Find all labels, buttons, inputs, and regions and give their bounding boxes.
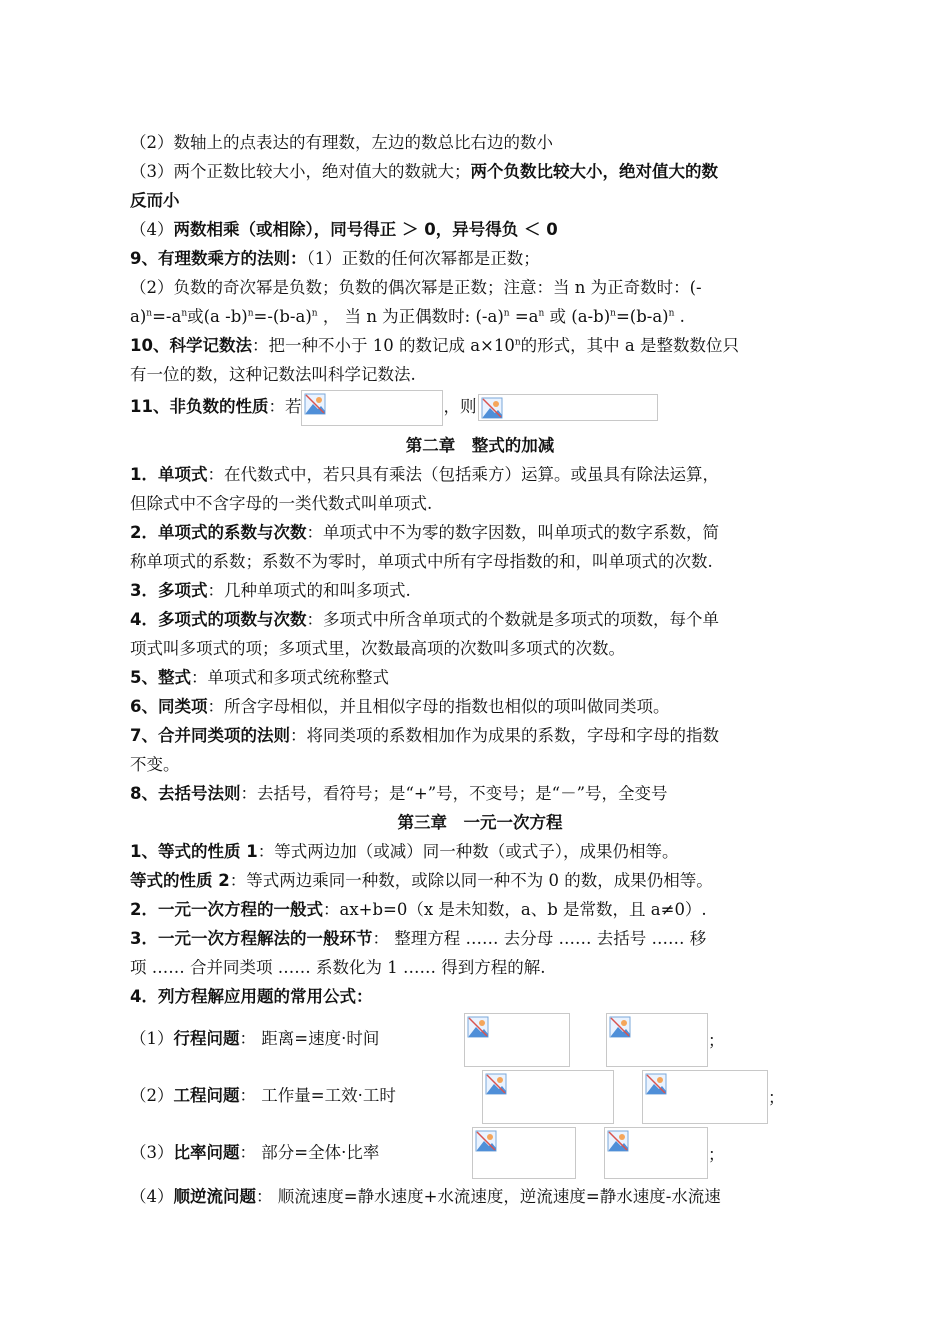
text-line xyxy=(130,605,830,634)
text: ：去括号，看符号；是“+”号，不变号；是“－”号，全变号 xyxy=(240,784,668,803)
bold-text: 两数相乘（或相除），同号得正 ＞ 0，异号得负 ＜ 0 xyxy=(173,220,558,239)
text-line xyxy=(130,924,830,953)
text-line xyxy=(130,157,830,186)
superscript: n xyxy=(538,308,545,319)
text: 但除式中不含字母的一类代数式叫单项式. xyxy=(130,494,433,513)
text: . xyxy=(674,307,685,326)
superscript: n xyxy=(146,308,153,319)
text-line xyxy=(130,576,830,605)
text: ， 当 n 为正偶数时: (-a) xyxy=(317,307,504,326)
text-line xyxy=(130,128,830,157)
text: （3）两个正数比较大小，绝对值大的数就大； xyxy=(130,162,471,181)
text: （2）负数的奇次幂是负数；负数的偶次幂是正数；注意：当 n 为正奇数时：(- xyxy=(130,278,702,297)
heading-text: 8、去括号法则 xyxy=(130,784,241,803)
document-page xyxy=(130,128,830,1211)
bold-text: 两个负数比较大小，绝对值大的数 xyxy=(470,162,718,181)
text-line xyxy=(130,837,830,866)
heading-text: 2．单项式的系数与次数 xyxy=(130,523,307,542)
text-line xyxy=(130,489,830,518)
formula-row-work xyxy=(130,1068,830,1125)
superscript: n xyxy=(181,308,188,319)
text: ，则 xyxy=(443,397,477,416)
heading-text: 等式的性质 2 xyxy=(130,871,230,890)
text: =-(b-a) xyxy=(253,307,312,326)
text-line xyxy=(130,663,830,692)
superscript: n xyxy=(668,308,675,319)
heading-text: 9、有理数乘方的法则： xyxy=(130,249,307,268)
text-line xyxy=(130,389,830,425)
broken-image-icon xyxy=(301,390,443,426)
text: ：若 xyxy=(268,397,302,416)
text-line xyxy=(130,866,830,895)
text-line xyxy=(130,360,830,389)
heading-text: 3．一元一次方程解法的一般环节 xyxy=(130,929,373,948)
text-line xyxy=(130,750,830,779)
text-line xyxy=(130,302,830,331)
text: ； xyxy=(708,1031,725,1050)
bold-text: 比率问题 xyxy=(173,1143,240,1162)
text-line xyxy=(130,518,830,547)
text: =-a xyxy=(152,307,182,326)
text: ； xyxy=(708,1145,725,1164)
formula-label xyxy=(130,1139,379,1163)
text: ：多项式中所含单项式的个数就是多项式的项数，每个单 xyxy=(306,610,719,629)
heading-text: 5、整式 xyxy=(130,668,191,687)
text: ：在代数式中，若只具有乘法（包括乘方）运算。或虽具有除法运算， xyxy=(207,465,719,484)
text-line xyxy=(130,244,830,273)
text-line xyxy=(130,547,830,576)
superscript: n xyxy=(514,337,521,348)
text: 有一位的数，这种记数法叫科学记数法. xyxy=(130,365,416,384)
text: =(b-a) xyxy=(615,307,669,326)
text: （3） xyxy=(130,1143,174,1162)
text: 不变。 xyxy=(130,755,180,774)
text-line xyxy=(130,186,830,215)
text: ： 部分=全体·比率 xyxy=(239,1143,380,1162)
text: （2）数轴上的点表达的有理数，左边的数总比右边的数小 xyxy=(130,133,553,152)
heading-text: 4．多项式的项数与次数 xyxy=(130,610,307,629)
text: ： 顺流速度=静水速度+水流速度，逆流速度=静水速度-水流速 xyxy=(256,1187,721,1206)
text: ： 距离=速度·时间 xyxy=(239,1029,380,1048)
text: 项式叫多项式的项；多项式里，次数最高项的次数叫多项式的次数。 xyxy=(130,639,625,658)
broken-image-icon xyxy=(478,394,658,421)
text-line xyxy=(130,331,830,360)
text: （1）正数的任何次幂都是正数； xyxy=(306,249,540,268)
text: 项 …… 合并同类项 …… 系数化为 1 …… 得到方程的解. xyxy=(130,958,546,977)
text-line xyxy=(130,634,830,663)
superscript: n xyxy=(503,308,510,319)
text: ：ax+b=0（x 是未知数，a、b 是常数，且 a≠0）. xyxy=(322,900,707,919)
superscript: n xyxy=(247,308,254,319)
text: ：单项式和多项式统称整式 xyxy=(190,668,389,687)
text: ：几种单项式的和叫多项式. xyxy=(207,581,411,600)
text-line xyxy=(130,692,830,721)
text: ：单项式中不为零的数字因数，叫单项式的数字系数，简 xyxy=(306,523,719,542)
broken-image-icon xyxy=(464,1013,570,1067)
heading-text: 4．列方程解应用题的常用公式： xyxy=(130,987,373,1006)
superscript: n xyxy=(311,308,318,319)
text-line xyxy=(130,1182,830,1211)
text-line xyxy=(130,721,830,750)
broken-image-icon xyxy=(606,1013,708,1067)
text: 称单项式的系数；系数不为零时，单项式中所有字母指数的和，叫单项式的次数. xyxy=(130,552,713,571)
text-line xyxy=(130,779,830,808)
text-line xyxy=(130,215,830,244)
text: 或(a -b) xyxy=(187,307,248,326)
text: （1） xyxy=(130,1029,174,1048)
bold-text: 工程问题 xyxy=(173,1086,240,1105)
broken-image-icon xyxy=(472,1127,576,1179)
heading-text: 6、同类项 xyxy=(130,697,208,716)
text: ： 工作量=工效·工时 xyxy=(239,1086,396,1105)
formula-label xyxy=(130,1082,396,1106)
text: ：把一种不小于 10 的数记成 a×10 xyxy=(251,336,515,355)
heading-text: 11、非负数的性质 xyxy=(130,397,269,416)
text: a) xyxy=(130,307,147,326)
text: （2） xyxy=(130,1086,174,1105)
heading-text: 10、科学记数法 xyxy=(130,336,252,355)
text: 的形式，其中 a 是整数数位只 xyxy=(520,336,739,355)
text-line xyxy=(130,895,830,924)
text: （4） xyxy=(130,1187,174,1206)
text: ； xyxy=(768,1088,785,1107)
bold-text: 行程问题 xyxy=(173,1029,240,1048)
formula-row-travel xyxy=(130,1011,830,1068)
formula-row-ratio xyxy=(130,1125,830,1182)
heading-text: 3．多项式 xyxy=(130,581,208,600)
formula-label xyxy=(130,1025,379,1049)
heading-text: 1、等式的性质 1 xyxy=(130,842,258,861)
heading-text: 7、合并同类项的法则 xyxy=(130,726,290,745)
text: ：等式两边乘同一种数，或除以同一种不为 0 的数，成果仍相等。 xyxy=(229,871,713,890)
chapter-title: 第二章 整式的加减 xyxy=(405,436,555,455)
bold-text: 反而小 xyxy=(130,191,180,210)
heading-text: 2．一元一次方程的一般式 xyxy=(130,900,323,919)
chapter-title: 第三章 一元一次方程 xyxy=(397,813,563,832)
text: （4） xyxy=(130,220,174,239)
broken-image-icon xyxy=(642,1070,768,1124)
text-line xyxy=(130,460,830,489)
text: ： 整理方程 …… 去分母 …… 去括号 …… 移 xyxy=(372,929,707,948)
text: ：将同类项的系数相加作为成果的系数，字母和字母的指数 xyxy=(289,726,719,745)
superscript: n xyxy=(610,308,616,319)
heading-text: 1．单项式 xyxy=(130,465,208,484)
text: ：所含字母相似，并且相似字母的指数也相似的项叫做同类项。 xyxy=(207,697,670,716)
bold-text: 顺逆流问题 xyxy=(173,1187,256,1206)
text-line xyxy=(130,273,830,302)
broken-image-icon xyxy=(482,1070,614,1124)
text-line xyxy=(130,953,830,982)
broken-image-icon xyxy=(604,1127,708,1179)
text: =a xyxy=(509,307,539,326)
text-line xyxy=(130,982,830,1011)
text: 或 (a-b) xyxy=(544,307,611,326)
text: ：等式两边加（或减）同一种数（或式子），成果仍相等。 xyxy=(257,842,679,861)
